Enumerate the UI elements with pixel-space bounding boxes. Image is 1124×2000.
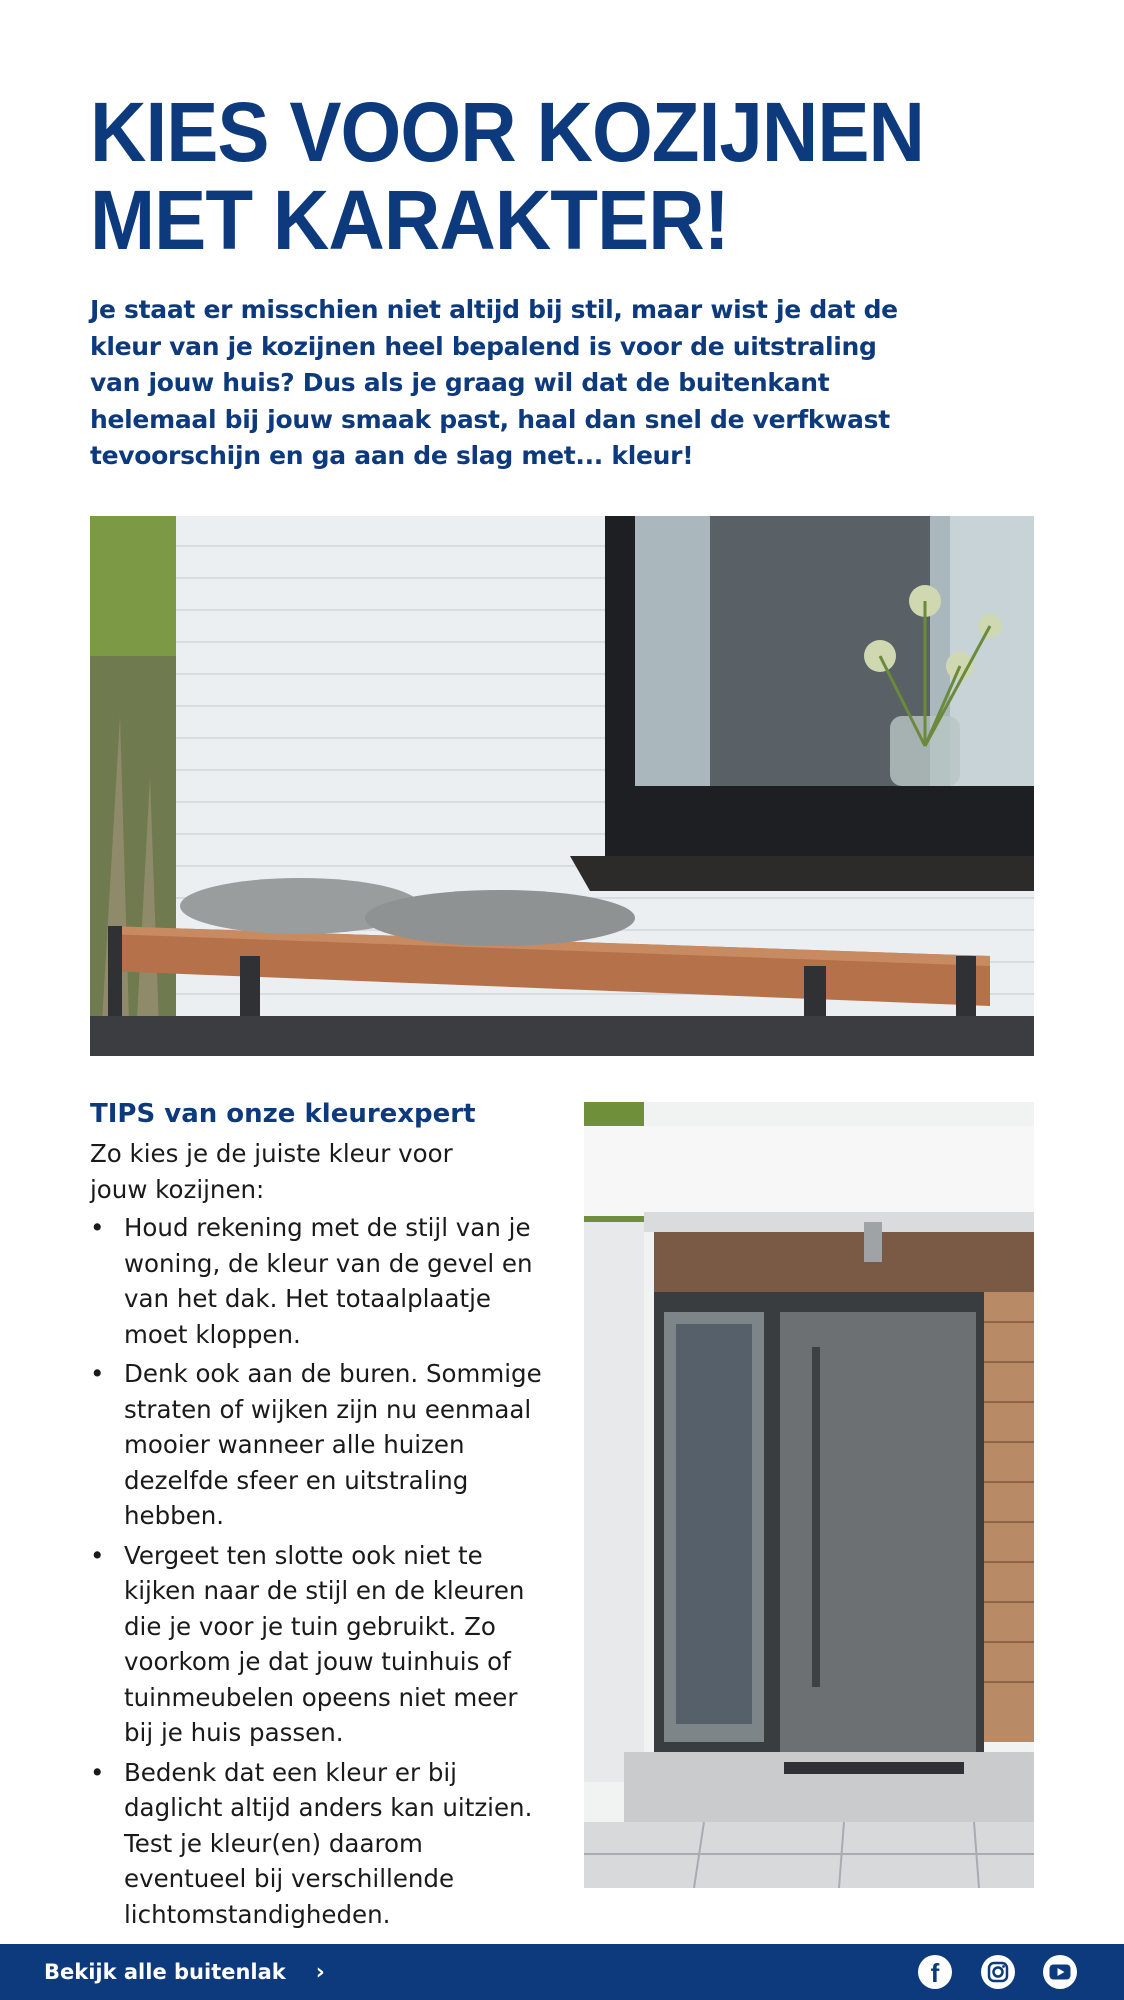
bullet-icon: • — [90, 1757, 105, 1787]
list-item — [90, 1538, 550, 1751]
list-item — [90, 1755, 550, 1933]
tip-text: Bedenk dat een kleur er bij daglicht altijd anders kan uitzien. Test je kleur(en) daarom eventueel bij verschillende lichtomstandigheden. — [124, 1757, 533, 1929]
list-item — [90, 1210, 550, 1352]
facebook-icon[interactable] — [916, 1953, 954, 1991]
svg-text:f: f — [930, 1958, 940, 1988]
bullet-icon: • — [90, 1359, 105, 1388]
tip-text: Denk ook aan de buren. Sommige straten of wijken zijn nu eenmaal mooier wanneer alle huizen dezelfde sfeer en uitstraling hebben. — [124, 1359, 542, 1530]
intro-paragraph: Je staat er misschien niet altijd bij stil, maar wist je dat de kleur van je kozijnen heel bepalend is voor de uitstraling van jouw huis? Dus als je graag wil dat de buitenkant helemaal bij jouw smaak past, haal dan snel de verfkwast tevoorschijn en ga aan de slag met... kleur! — [90, 295, 898, 470]
instagram-icon[interactable] — [979, 1953, 1017, 1991]
page-headline — [90, 85, 927, 267]
footer-link-label: Bekijk alle buitenlak — [44, 1960, 286, 1984]
bullet-icon: • — [90, 1213, 105, 1242]
list-item — [90, 1356, 550, 1534]
tip-text: Vergeet ten slotte ook niet te kijken naar de stijl en de kleuren die je voor je tuin gebruikt. Zo voorkom je dat jouw tuinhuis of tuinmeubelen opeens niet meer bij je huis passen. — [124, 1540, 525, 1747]
chevron-right-icon: › — [315, 1959, 325, 1985]
headline-line-1: KIES VOOR KOZIJNEN — [90, 85, 925, 179]
front-door-photo — [584, 1102, 1034, 1888]
bench-window-photo — [90, 516, 1034, 1056]
tips-heading: TIPS van onze kleurexpert — [90, 1099, 476, 1129]
youtube-icon[interactable] — [1041, 1953, 1079, 1991]
tips-lead: Zo kies je de juiste kleur voor jouw kozijnen: — [90, 1139, 453, 1204]
tip-text: Houd rekening met de stijl van je woning, de kleur van de gevel en van het dak. Het totaalplaatje moet kloppen. — [124, 1213, 533, 1349]
tips-list — [90, 1210, 550, 1936]
view-all-exterior-paint-link[interactable] — [44, 1944, 325, 2000]
headline-line-2: MET KARAKTER! — [90, 173, 729, 267]
bullet-icon: • — [90, 1540, 105, 1570]
footer-bar — [0, 1944, 1124, 2000]
